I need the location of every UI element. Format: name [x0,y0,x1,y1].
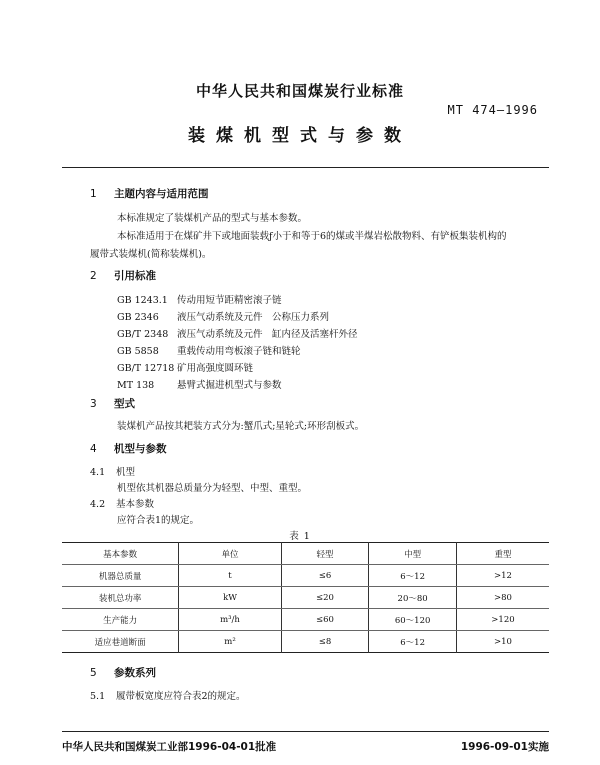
section-title: 型式 [114,398,135,410]
subsection-title: 机型 [116,467,136,478]
table-cell: ≤8 [281,631,369,653]
table-cell: >12 [456,565,549,587]
standard-number: MT 474—1996 [447,103,538,117]
table-cell: 机器总质量 [62,565,179,587]
table-cell: 装机总功率 [62,587,179,609]
table-cell: 6～12 [369,565,457,587]
table-row [62,631,549,653]
reference-item [117,360,253,374]
document-title: 装煤机型式与参数 [188,126,412,146]
subsection-4-1-heading [90,464,135,478]
reference-code: GB 1243.1 [117,295,168,306]
reference-code: GB/T 2348 [117,329,169,340]
reference-item [117,343,301,357]
subsection-number: 4.1 [90,467,106,478]
section-number: 5 [90,667,97,679]
reference-title: 矿用高强度圆环链 [177,363,254,374]
table-header-cell: 基本参数 [62,543,179,565]
reference-code: GB/T 12718 [117,363,175,374]
table-cell: >120 [456,609,549,631]
table-cell: 20～80 [369,587,457,609]
table-cell: kW [179,587,281,609]
subsection-5-1 [90,688,246,702]
reference-title: 液压气动系统及元件 公称压力系列 [177,312,330,323]
implementation-date: 1996-09-01实施 [460,741,549,753]
reference-title: 重载传动用弯板滚子链和链轮 [177,346,301,357]
section-title: 主题内容与适用范围 [114,188,209,200]
reference-code: GB 5858 [117,346,159,357]
paragraph: 履带式装煤机(简称装煤机)。 [90,249,212,260]
subsection-number: 5.1 [90,691,106,702]
subsection-number: 4.2 [90,499,106,510]
section-2-heading [90,268,156,283]
reference-item [117,377,282,391]
section-5-heading [90,665,156,680]
section-title: 机型与参数 [114,443,167,455]
standard-category-title: 中华人民共和国煤炭行业标准 [195,82,404,100]
section-title: 引用标准 [114,270,156,282]
table-header-cell: 轻型 [281,543,369,565]
table-cell: t [179,565,281,587]
paragraph: 履带板宽度应符合表2的规定。 [116,691,246,702]
table-cell: m² [179,631,281,653]
section-number: 2 [90,270,97,282]
section-title: 参数系列 [114,667,156,679]
section-number: 4 [90,443,97,455]
footer-rule [62,731,549,732]
table-row [62,565,549,587]
table-header-cell: 中型 [369,543,457,565]
reference-item [117,309,329,323]
table-cell: ≤6 [281,565,369,587]
section-4-heading [90,441,167,456]
table-cell: 生产能力 [62,609,179,631]
table-cell: >10 [456,631,549,653]
parameters-table [62,542,549,653]
reference-item [117,292,282,306]
subsection-4-2-heading [90,496,154,510]
approval-line: 中华人民共和国煤炭工业部1996-04-01批准 [62,741,277,753]
reference-title: 液压气动系统及元件 缸内径及活塞杆外径 [177,329,358,340]
reference-item [117,326,358,340]
table-cell: ≤20 [281,587,369,609]
paragraph: 机型依其机器总质量分为轻型、中型、重型。 [117,483,308,494]
table-caption: 表 1 [289,531,311,542]
table-row [62,587,549,609]
header-rule [62,167,549,168]
table-header-cell: 单位 [179,543,281,565]
table-cell: 6～12 [369,631,457,653]
table-cell: m³/h [179,609,281,631]
reference-title: 传动用短节距精密滚子链 [177,295,282,306]
table-header-cell: 重型 [456,543,549,565]
table-cell: ≤60 [281,609,369,631]
table-row [62,609,549,631]
reference-code: GB 2346 [117,312,159,323]
table-cell: 适应巷道断面 [62,631,179,653]
section-1-heading [90,186,209,201]
table-header-row [62,543,549,565]
section-number: 1 [90,188,97,200]
table-cell: >80 [456,587,549,609]
paragraph: 应符合表1的规定。 [117,515,200,526]
table-cell: 60～120 [369,609,457,631]
paragraph: 本标准适用于在煤矿井下或地面装载ƒ小于和等于6的煤或半煤岩松散物料、有铲板集装机构的 [117,231,507,242]
reference-title: 悬臂式掘进机型式与参数 [177,380,282,391]
subsection-title: 基本参数 [116,499,155,510]
section-3-heading [90,396,135,411]
section-number: 3 [90,398,97,410]
paragraph: 本标准规定了装煤机产品的型式与基本参数。 [117,213,308,224]
paragraph: 装煤机产品按其耙装方式分为:蟹爪式;星轮式;环形刮板式。 [117,421,365,432]
reference-code: MT 138 [117,380,155,391]
